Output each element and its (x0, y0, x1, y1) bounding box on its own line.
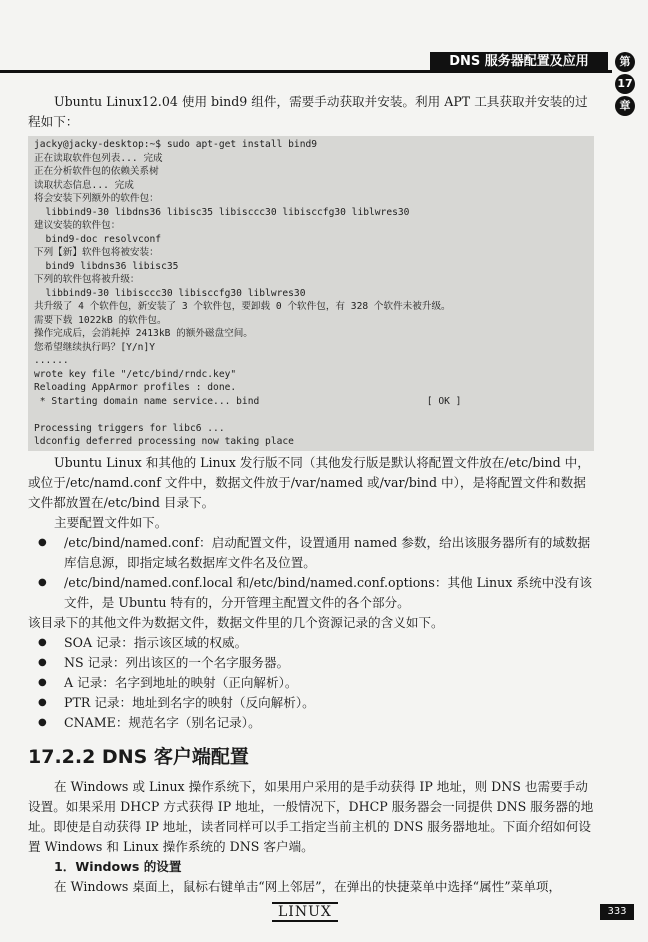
intro-paragraph: Ubuntu Linux12.04 使用 bind9 组件，需要手动获取并安装。利用 APT 工具获取并安装的过程如下： (28, 94, 588, 129)
terminal-line: 操作完成后，会消耗掉 2413kB 的额外磁盘空间。 (34, 328, 253, 339)
terminal-line (34, 408, 588, 422)
config-bullet-named-conf-local: ● /etc/bind/named.conf.local 和/etc/bind/named.conf.options：其他 Linux 系统中没有该文件，是 Ubuntu 特有的，分开管理主配置文件的各个部分。 (28, 573, 594, 613)
record-bullet-a: ● A 记录：名字到地址的映射（正向解析）。 (28, 673, 594, 693)
terminal-line: 正在分析软件包的依赖关系树 (34, 166, 159, 177)
terminal-line: libbind9-30 libisccc30 libisccfg30 liblwres30 (34, 287, 306, 299)
header-rule (0, 70, 612, 73)
config-bullet-named-conf: ● /etc/bind/named.conf：启动配置文件，设置通用 named 参数，给出该服务器所有的域数据库信息源，即指定域名数据库文件名及位置。 (28, 533, 594, 573)
record-bullet-ptr: ● PTR 记录：地址到名字的映射（反向解析）。 (28, 693, 594, 713)
terminal-line: libbind9-30 libdns36 libisc35 libisccc30 libisccfg30 liblwres30 (34, 206, 410, 218)
chapter-tab-prefix: 第 (615, 52, 635, 72)
page-top-margin (0, 0, 648, 46)
section-heading: 17.2.2 DNS 客户端配置 (28, 745, 249, 768)
windows-subheading: 1．Windows 的设置 (54, 858, 182, 874)
terminal-line: 共升级了 4 个软件包，新安装了 3 个软件包，要卸载 0 个软件包，有 328 个软件未被升级。 (34, 301, 451, 312)
terminal-line: ldconfig deferred processing now taking place (34, 436, 294, 447)
terminal-line: * Starting domain name service... bind [ OK ] (34, 395, 462, 407)
chapter-tab-number: 17 (615, 74, 635, 94)
footer-linux-logo: LINUX (272, 902, 338, 922)
config-file-list (28, 533, 594, 613)
terminal-line: 下列的软件包将被升级： (34, 274, 140, 285)
chapter-tab-suffix: 章 (615, 96, 635, 116)
terminal-line: wrote key file "/etc/bind/rndc.key" (34, 368, 237, 380)
resource-record-list (28, 633, 594, 733)
terminal-line: Reloading AppArmor profiles : done. (34, 382, 237, 393)
page-number: 333 (600, 904, 634, 920)
terminal-line: Processing triggers for libc6 ... (34, 422, 225, 434)
running-header-title: DNS 服务器配置及应用 (430, 52, 608, 72)
data-files-intro: 该目录下的其他文件为数据文件，数据文件里的几个资源记录的含义如下。 (28, 614, 444, 630)
terminal-line: 建议安装的软件包： (34, 220, 121, 231)
windows-setup-paragraph: 在 Windows 桌面上，鼠标右键单击“网上邻居”，在弹出的快捷菜单中选择“属性”菜单项， (54, 878, 562, 894)
terminal-line: 下列【新】软件包将被安装： (34, 247, 159, 258)
config-files-intro: 主要配置文件如下。 (54, 514, 168, 530)
terminal-line: bind9-doc resolvconf (34, 233, 162, 245)
ubuntu-config-paragraph: Ubuntu Linux 和其他的 Linux 发行版不同（其他发行版是默认将配置文件放在/etc/bind 中，或位于/etc/namd.conf 文件中，数据文件放于/var/named 或/var/bind 中），是将配置文件和数据文件都放置在/etc/bind 目录下。 (28, 454, 590, 510)
dns-client-paragraph: 在 Windows 或 Linux 操作系统下，如果用户采用的是手动获得 IP 地址，则 DNS 也需要手动设置。如果采用 DHCP 方式获得 IP 地址，一般情况下，DHCP 服务器会一同提供 DNS 服务器的地址。即使是自动获得 IP 地址，读者同样可以手工指定当前主机的 DNS 服务器地址。下面介绍如何设置 Windows 和 Linux 操作系统的 DNS 客户端。 (28, 778, 594, 854)
terminal-line: 将会安装下列额外的软件包： (34, 193, 159, 204)
record-bullet-cname: ● CNAME：规范名字（别名记录）。 (28, 713, 594, 733)
terminal-line: 需要下载 1022kB 的软件包。 (34, 314, 167, 326)
record-bullet-soa: ● SOA 记录：指示该区域的权威。 (28, 633, 594, 653)
terminal-line: ...... (34, 355, 69, 366)
page-body (28, 92, 594, 897)
record-bullet-ns: ● NS 记录：列出该区的一个名字服务器。 (28, 653, 594, 673)
chapter-tab (610, 52, 640, 116)
terminal-output (28, 136, 594, 451)
terminal-line: 您希望继续执行吗？[Y/n]Y (34, 341, 155, 353)
terminal-line: jacky@jacky-desktop:~$ sudo apt-get install bind9 (34, 139, 318, 150)
terminal-line: bind9 libdns36 libisc35 (34, 260, 179, 272)
terminal-line: 读取状态信息... 完成 (34, 179, 134, 191)
terminal-line: 正在读取软件包列表... 完成 (34, 152, 163, 164)
